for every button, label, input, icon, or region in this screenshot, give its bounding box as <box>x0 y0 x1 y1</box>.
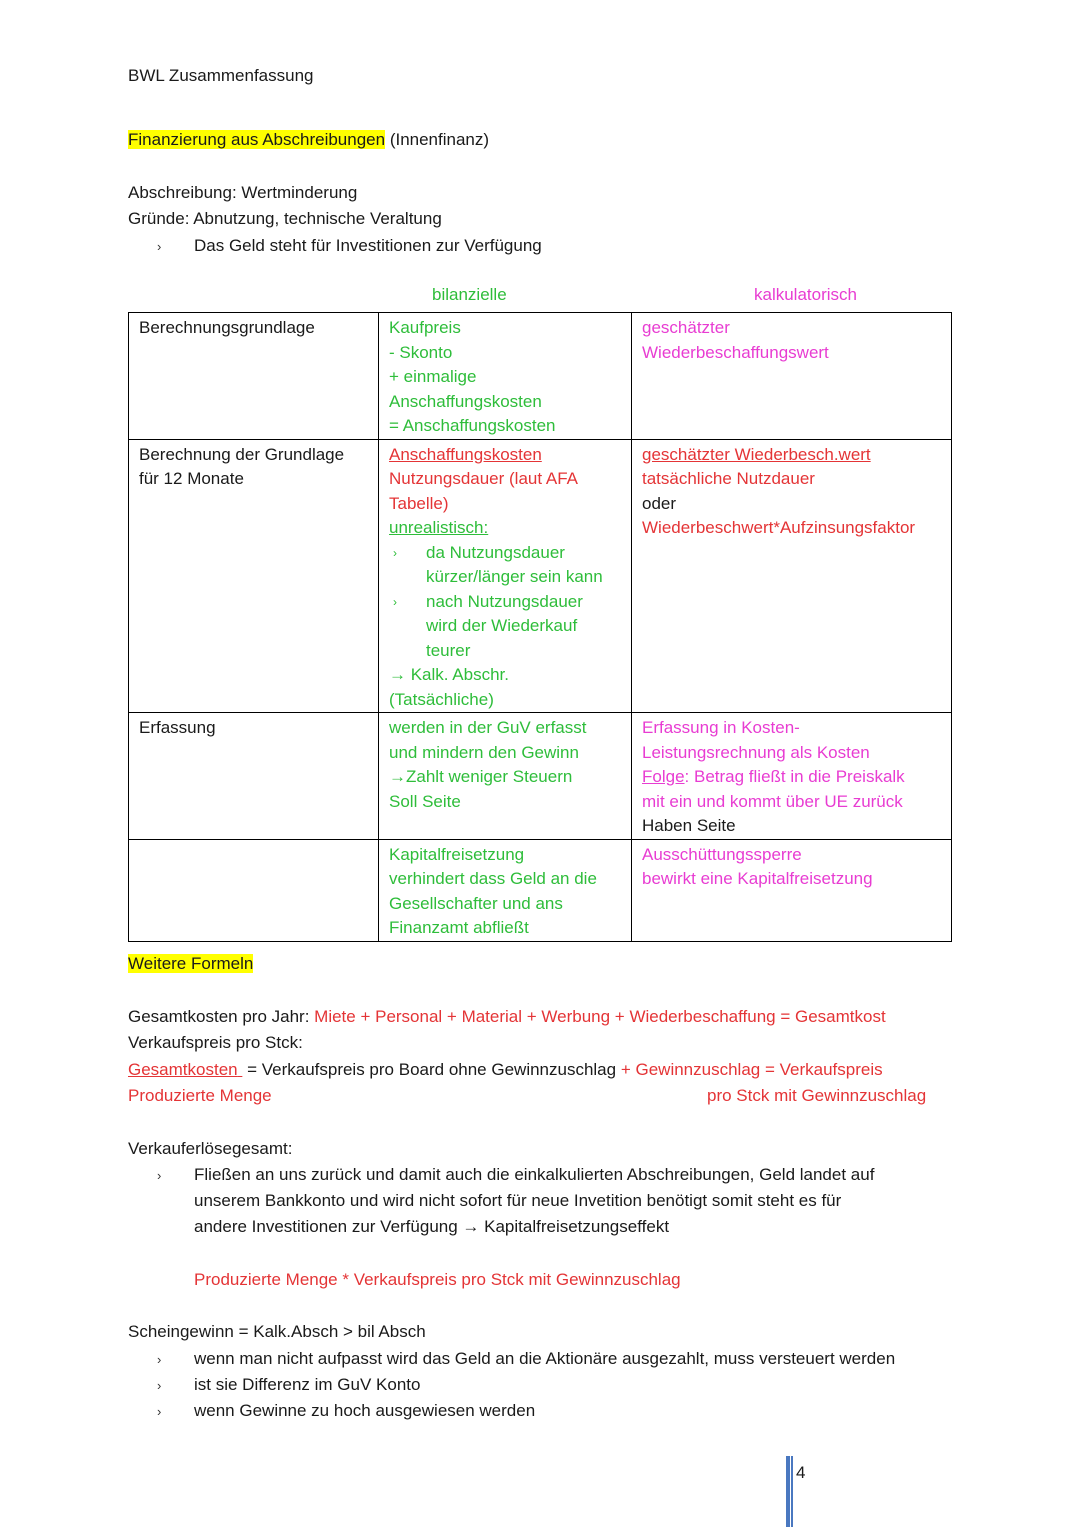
table-cell-bilanziell <box>379 439 632 713</box>
cell-line: Erfassung in Kosten- <box>642 718 800 737</box>
table-cell-label <box>129 713 379 840</box>
cell-line: kürzer/länger sein kann <box>426 567 603 586</box>
formula-text: + Gewinnzuschlag = Verkaufspreis <box>620 1060 883 1079</box>
bullet-text: wenn man nicht aufpasst wird das Geld an die Aktionäre ausgezahlt, muss versteuert werden <box>194 1349 896 1368</box>
page-number: 4 <box>796 1463 806 1482</box>
table-cell-kalkulatorisch <box>632 839 952 941</box>
formula-verkaufspreis-label: Verkaufspreis pro Stck: <box>128 1033 303 1052</box>
cell-line: Kaufpreis <box>389 318 461 337</box>
cell-line: oder <box>642 493 677 513</box>
cell-line: Gesellschafter und ans <box>389 893 563 913</box>
cell-line: nach Nutzungsdauer <box>426 591 583 611</box>
heading-suffix: (Innenfinanz) <box>389 130 490 149</box>
column-header-bilanziell: bilanzielle <box>432 285 507 304</box>
page-number-bar <box>791 1456 793 1527</box>
heading-highlight: Weitere Formeln <box>128 954 254 973</box>
row-label: Erfassung <box>139 718 216 737</box>
cell-line: Soll Seite <box>389 791 461 811</box>
bullet-chevron-icon: › <box>393 545 397 560</box>
bullet-text: ist sie Differenz im GuV Konto <box>194 1375 421 1394</box>
cell-line: Wiederbeschaffungswert <box>642 342 829 362</box>
row-label: Berechnung der Grundlage <box>139 444 345 464</box>
cell-line: teurer <box>426 640 471 660</box>
row-label: Berechnungsgrundlage <box>139 318 315 337</box>
formula-gesamtkosten <box>128 1007 886 1027</box>
comparison-table <box>128 312 952 942</box>
table-cell-kalkulatorisch <box>632 313 952 440</box>
formula-tail: pro Stck mit Gewinnzuschlag <box>707 1086 927 1105</box>
cell-line: unrealistisch: <box>389 518 489 537</box>
bullet-chevron-icon: › <box>157 1352 162 1367</box>
fraction-numerator: Gesamtkosten <box>128 1060 238 1079</box>
table-cell-kalkulatorisch <box>632 439 952 713</box>
text-gruende: Gründe: Abnutzung, technische Veraltung <box>128 209 442 228</box>
section-heading-abschreibungen <box>128 130 489 150</box>
formula-verkauferloese: Produzierte Menge * Verkaufspreis pro Stck mit Gewinnzuschlag <box>194 1270 681 1289</box>
table-row <box>129 713 952 840</box>
cell-bullet <box>389 590 622 615</box>
cell-line: wird der Wiederkauf <box>426 616 578 635</box>
bullet-text: andere Investitionen zur Verfügung → Kapitalfreisetzungseffekt <box>194 1217 670 1236</box>
page-number-bar <box>786 1456 790 1527</box>
bullet-chevron-icon: › <box>157 1378 162 1393</box>
formula-label: Gesamtkosten pro Jahr: <box>128 1007 310 1026</box>
bullet-chevron-icon: › <box>157 239 162 254</box>
bullet-chevron-icon: › <box>393 594 397 609</box>
bullet-text: unserem Bankkonto und wird nicht sofort für neue Invetition benötigt somit steht es für <box>194 1191 842 1210</box>
cell-line: Anschaffungskosten <box>389 444 542 464</box>
cell-line: Nutzungsdauer (laut AFA <box>389 469 579 488</box>
cell-line: Leistungsrechnung als Kosten <box>642 742 870 762</box>
cell-line: Kapitalfreisetzung <box>389 844 525 864</box>
cell-line: geschätzter Wiederbesch.wert <box>642 444 871 464</box>
verkauferloese-label: Verkauferlösegesamt: <box>128 1139 293 1158</box>
cell-line: Anschaffungskosten <box>389 391 542 411</box>
table-row <box>129 313 952 440</box>
cell-line: = Anschaffungskosten <box>389 416 556 435</box>
bullet-chevron-icon: › <box>157 1168 162 1183</box>
cell-line: verhindert dass Geld an die <box>389 869 597 888</box>
document-header: BWL Zusammenfassung <box>128 66 314 85</box>
cell-line: Ausschüttungssperre <box>642 844 802 864</box>
formula-verkaufspreis <box>128 1060 883 1080</box>
bullet-chevron-icon: › <box>157 1404 162 1419</box>
cell-bullet <box>389 541 622 566</box>
cell-line: mit ein und kommt über UE zurück <box>642 791 903 811</box>
cell-line: geschätzter <box>642 318 730 337</box>
scheingewinn-label: Scheingewinn = Kalk.Absch > bil Absch <box>128 1322 426 1341</box>
bullet-text: Fließen an uns zurück und damit auch die einkalkulierten Abschreibungen, Geld landet auf <box>194 1165 875 1184</box>
cell-line: Finanzamt abfließt <box>389 918 529 937</box>
cell-line: bewirkt eine Kapitalfreisetzung <box>642 869 873 888</box>
heading-highlight: Finanzierung aus Abschreibungen <box>128 130 386 149</box>
column-header-kalkulatorisch: kalkulatorisch <box>754 285 857 304</box>
table-cell-label <box>129 439 379 713</box>
cell-line: → Kalk. Abschr. <box>389 665 509 684</box>
cell-line: tatsächliche Nutzdauer <box>642 469 815 488</box>
cell-line: Tabelle) <box>389 493 449 513</box>
cell-line: und mindern den Gewinn <box>389 742 579 762</box>
table-row <box>129 439 952 713</box>
table-cell-kalkulatorisch <box>632 713 952 840</box>
table-cell-label <box>129 313 379 440</box>
formula-text: = Verkaufspreis pro Board ohne Gewinnzuschlag <box>242 1060 617 1079</box>
text-abschreibung: Abschreibung: Wertminderung <box>128 183 358 202</box>
table-cell-bilanziell <box>379 713 632 840</box>
section-heading-formeln <box>128 954 253 974</box>
cell-line <box>642 765 942 790</box>
table-cell-label <box>129 839 379 941</box>
cell-line: (Tatsächliche) <box>389 689 494 709</box>
formula-text: Miete + Personal + Material + Werbung + Wiederbeschaffung = Gesamtkost <box>314 1007 886 1026</box>
bullet-text: Das Geld steht für Investitionen zur Verfügung <box>194 236 542 255</box>
folge-label: Folge <box>642 767 685 786</box>
cell-line: werden in der GuV erfasst <box>389 718 587 737</box>
table-cell-bilanziell <box>379 839 632 941</box>
cell-text: : Betrag fließt in die Preiskalk <box>684 767 905 786</box>
fraction-denominator: Produzierte Menge <box>128 1086 272 1105</box>
cell-line: - Skonto <box>389 342 453 362</box>
table-row <box>129 839 952 941</box>
row-label: für 12 Monate <box>139 469 244 488</box>
bullet-text: wenn Gewinne zu hoch ausgewiesen werden <box>194 1401 536 1420</box>
cell-line: →Zahlt weniger Steuern <box>389 767 573 786</box>
table-cell-bilanziell <box>379 313 632 440</box>
cell-line: Wiederbeschwert*Aufzinsungsfaktor <box>642 518 916 537</box>
cell-line: Haben Seite <box>642 816 736 835</box>
cell-line: da Nutzungsdauer <box>426 542 565 562</box>
cell-line: + einmalige <box>389 367 477 386</box>
